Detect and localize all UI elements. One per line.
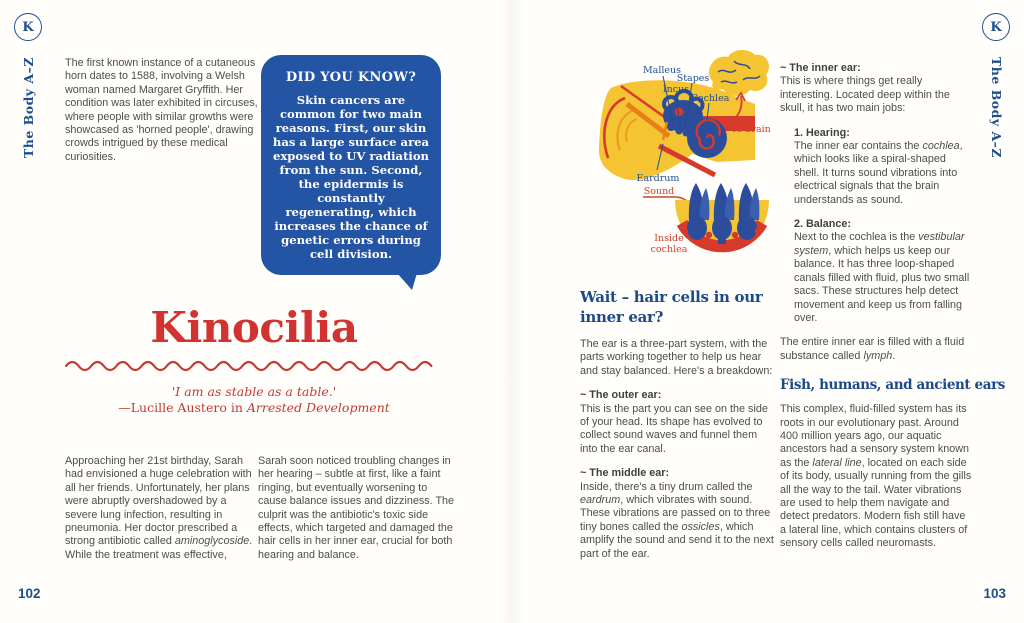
speech-bubble-tail bbox=[397, 273, 426, 290]
wavy-divider bbox=[65, 356, 443, 372]
letter-badge-left bbox=[14, 13, 42, 41]
page-number-right: 103 bbox=[983, 586, 1006, 601]
intro-paragraph: The first known instance of a cutaneous horn dates to 1588, involving a Welsh woman named Margaret Gryffith. Her condition was later exhibited in circuses, where people with similar growths were showcased as 'horned people', drawing crowds intrigued by these medical curiosities. bbox=[65, 57, 258, 163]
ear-intro-text: The ear is a three-part system, with the parts working together to help us hear and stay balanced. Here's a breakdown: bbox=[580, 338, 773, 377]
series-title-right: The Body A–Z bbox=[989, 57, 1004, 159]
label-to-brain: To brain bbox=[731, 124, 771, 135]
inner-ear-label: ~ The inner ear: bbox=[780, 62, 861, 74]
label-sound: Sound bbox=[643, 186, 675, 197]
label-incus: Incus bbox=[662, 84, 690, 95]
did-you-know-body: Skin cancers are common for two main reasons. First, our skin has a large surface area exposed to UV radiation from the sun. Second, the epidermis is constantly regenerating, which increases the chance of genetic errors during cell division. bbox=[272, 93, 430, 261]
label-cochlea: Cochlea bbox=[690, 93, 730, 104]
inner-ear-text: This is where things get really interesting. Located deep within the skull, it has two main jobs: bbox=[780, 75, 950, 115]
label-inside-cochlea-2: cochlea bbox=[650, 244, 688, 255]
letter-badge-right bbox=[982, 13, 1010, 41]
quote-attribution: —Lucille Austero in Arrested Development bbox=[118, 399, 390, 415]
inside-cochlea-illustration bbox=[675, 183, 769, 252]
story-column-2: Sarah soon noticed troubling changes in her hearing – subtle at first, like a faint ringing, but eventually worsening to cause balance issues and dizziness. The culprit was the antibiotic's toxic side effects, which targeted and damaged the hair cells in her inner ear, crucial for both hearing and balance. bbox=[258, 455, 455, 561]
hearing-text: The inner ear contains the cochlea, which looks like a spiral-shaped shell. It turns sound vibrations into electrical signals that the brain understands as sound. bbox=[794, 140, 963, 206]
label-malleus: Malleus bbox=[642, 65, 682, 76]
series-title-left: The Body A–Z bbox=[21, 57, 36, 159]
ear-anatomy-diagram bbox=[597, 42, 772, 262]
outer-ear-label: ~ The outer ear: bbox=[580, 389, 662, 402]
middle-ear-label: ~ The middle ear: bbox=[580, 467, 670, 480]
did-you-know-bubble bbox=[261, 55, 441, 275]
lymph-text: The entire inner ear is filled with a fluid substance called lymph. bbox=[780, 336, 965, 362]
ear-breakdown-column bbox=[580, 287, 776, 561]
hearing-label: 1. Hearing: bbox=[794, 126, 850, 139]
letter-badge-text: K bbox=[22, 19, 34, 35]
outer-ear-text: This is the part you can see on the side of your head. Its shape has evolved to collect sound waves and funnel them into the ear canal. bbox=[580, 402, 768, 455]
did-you-know-heading: DID YOU KNOW? bbox=[285, 70, 417, 85]
page-number-left: 102 bbox=[18, 586, 41, 601]
epigraph-quote bbox=[65, 384, 443, 415]
quote-line: 'I am as stable as a table.' bbox=[171, 384, 337, 399]
brain-illustration bbox=[709, 50, 769, 96]
fish-section-text: This complex, fluid-filled system has its roots in our evolutionary past. Around 400 million years ago, our aquatic ancestors had a sensory system known as the lateral line, located on each side of its body, usually running from the gills all the way to the tail. Water vibrations are used to help them navigate and detect predators. Modern fish still have a lateral line, which contains clusters of sensory cells called neuromasts. bbox=[780, 403, 972, 550]
balance-label: 2. Balance: bbox=[794, 218, 852, 231]
section-heading-hair-cells: Wait – hair cells in our inner ear? bbox=[580, 288, 763, 326]
label-stapes: Stapes bbox=[676, 73, 710, 84]
label-eardrum: Eardrum bbox=[636, 173, 680, 184]
middle-ear-text: Inside, there's a tiny drum called the eardrum, which vibrates with sound. These vibrations are passed on to three tiny bones called the ossicles, which amplify the sound and send it to the next part of the ear. bbox=[580, 480, 774, 560]
entry-title: Kinocilia bbox=[150, 303, 358, 352]
hearing-block bbox=[794, 127, 972, 326]
page-gutter bbox=[500, 0, 524, 623]
label-inside-cochlea-1: Inside bbox=[654, 233, 684, 244]
balance-text: Next to the cochlea is the vestibular system, which helps us keep our balance. It has three loop-shaped canals filled with fluid, plus two small sacs. These structures help detect movement and keep us from falling over. bbox=[794, 231, 970, 324]
letter-badge-text: K bbox=[990, 19, 1002, 35]
story-column-1: Approaching her 21st birthday, Sarah had envisioned a huge celebration with all her friends. Unfortunately, her plans were abruptly overshadowed by a severe lung infection, resulting in pneumonia. Her doctor prescribed a strong antibiotic called aminoglycoside. While the treatment was effective, bbox=[65, 455, 253, 561]
section-heading-fish: Fish, humans, and ancient ears bbox=[780, 377, 1006, 394]
